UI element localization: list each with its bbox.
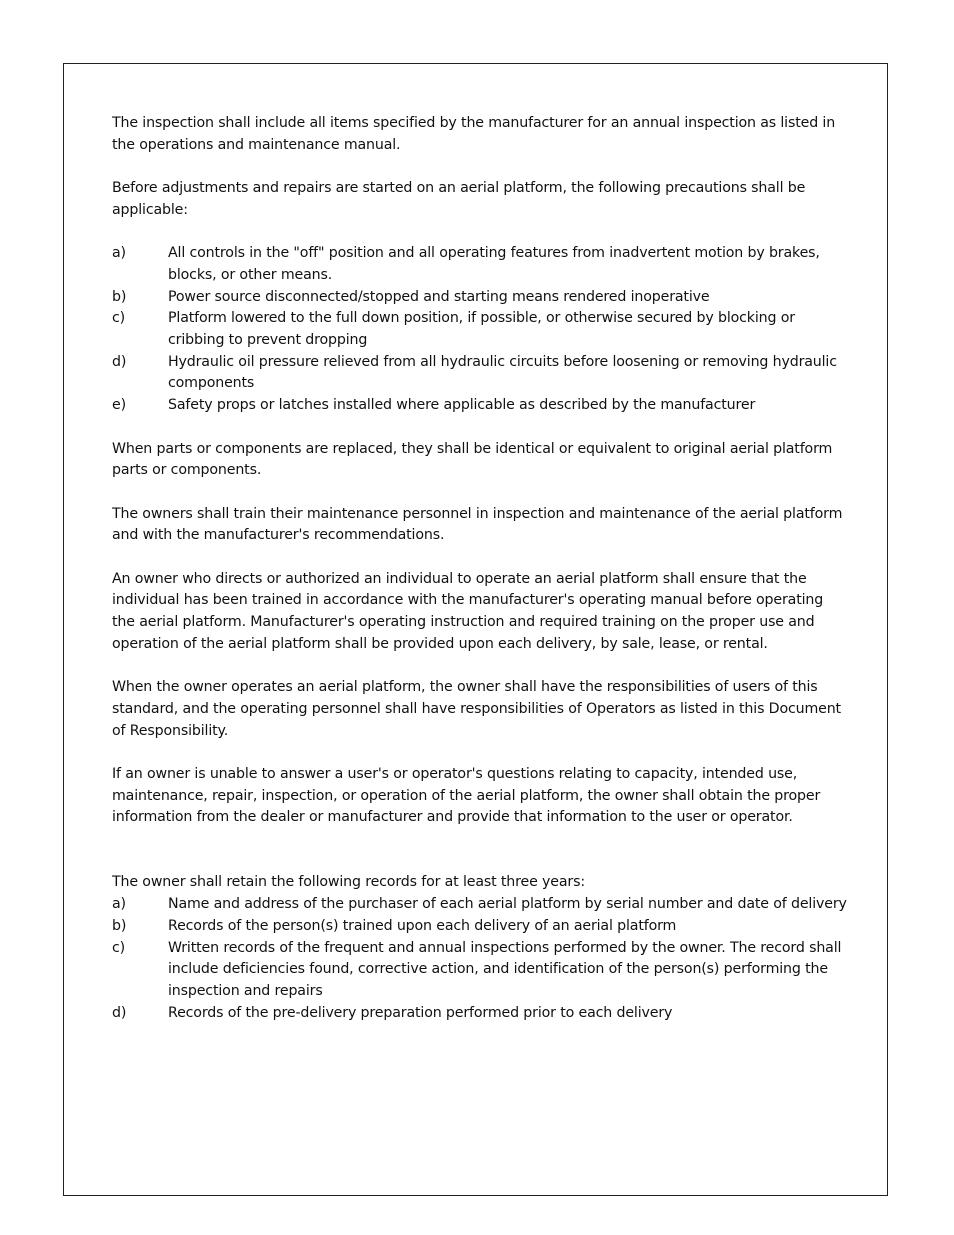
- spacer: [112, 851, 847, 873]
- list-item: [112, 1003, 847, 1025]
- intro-paragraph-1: The inspection shall include all items specified by the manufacturer for an annual inspection as listed in the operations and maintenance manual.: [112, 115, 836, 153]
- list-item-text: Records of the pre-delivery preparation performed prior to each delivery: [168, 1004, 673, 1021]
- body-paragraph-training: The owners shall train their maintenance personnel in inspection and maintenance of the aerial platform and with the manufacturer's recommendations.: [112, 505, 843, 544]
- list-item-text: Power source disconnected/stopped and starting means rendered inoperative: [168, 288, 710, 305]
- list-item: [112, 287, 847, 309]
- list-marker: c): [112, 939, 126, 956]
- list-item-text: Platform lowered to the full down position, if possible, or otherwise secured by blocking or cribbing to prevent dropping: [168, 310, 795, 348]
- list-item-text: Written records of the frequent and annual inspections performed by the owner. The record shall include deficiencies found, corrective action, and identification of the person(s) performing the inspection and repairs: [168, 939, 842, 999]
- list-marker: d): [112, 353, 127, 370]
- list-item: [112, 395, 847, 417]
- document-body: [112, 113, 847, 1024]
- list-item-text: Hydraulic oil pressure relieved from all hydraulic circuits before loosening or removing hydraulic components: [168, 353, 837, 392]
- records-list: [112, 894, 847, 1024]
- list-item-text: Name and address of the purchaser of each aerial platform by serial number and date of delivery: [168, 896, 847, 913]
- list-item: [112, 938, 847, 1003]
- list-item-text: All controls in the "off" position and all operating features from inadvertent motion by brakes, blocks, or other means.: [168, 245, 820, 283]
- list-marker: e): [112, 397, 126, 414]
- body-paragraph-responsibilities: When the owner operates an aerial platform, the owner shall have the responsibilities of users of this standard, and the operating personnel shall have responsibilities of Operators as listed in this Document of Responsibility.: [112, 679, 841, 739]
- list-item: [112, 243, 847, 286]
- list-item: [112, 894, 847, 916]
- list-marker: a): [112, 245, 126, 262]
- list-item-text: Safety props or latches installed where applicable as described by the manufacturer: [168, 397, 756, 414]
- list-marker: c): [112, 310, 126, 327]
- list-marker: d): [112, 1004, 127, 1021]
- body-paragraph-authorization: An owner who directs or authorized an individual to operate an aerial platform shall ensure that the individual has been trained in accordance with the manufacturer's operating manual before operating the aerial platform. Manufacturer's operating instruction and required training on the proper use and operation of the aerial platform shall be provided upon each delivery, by sale, lease, or rental.: [112, 570, 824, 652]
- list-item: [112, 308, 847, 351]
- precautions-list: [112, 243, 847, 417]
- intro-paragraph-2: Before adjustments and repairs are started on an aerial platform, the following precautions shall be applicable:: [112, 180, 806, 218]
- list-marker: b): [112, 917, 127, 934]
- list-item-text: Records of the person(s) trained upon each delivery of an aerial platform: [168, 917, 677, 934]
- body-paragraph-parts: When parts or components are replaced, they shall be identical or equivalent to original aerial platform parts or components.: [112, 440, 833, 479]
- body-paragraph-information: If an owner is unable to answer a user's or operator's questions relating to capacity, intended use, maintenance, repair, inspection, or operation of the aerial platform, the owner shall obtain the proper information from the dealer or manufacturer and provide that information to the user or operator.: [112, 765, 821, 826]
- list-marker: b): [112, 288, 127, 305]
- list-marker: a): [112, 896, 126, 913]
- records-intro: The owner shall retain the following records for at least three years:: [112, 874, 585, 891]
- list-item: [112, 352, 847, 395]
- list-item: [112, 916, 847, 938]
